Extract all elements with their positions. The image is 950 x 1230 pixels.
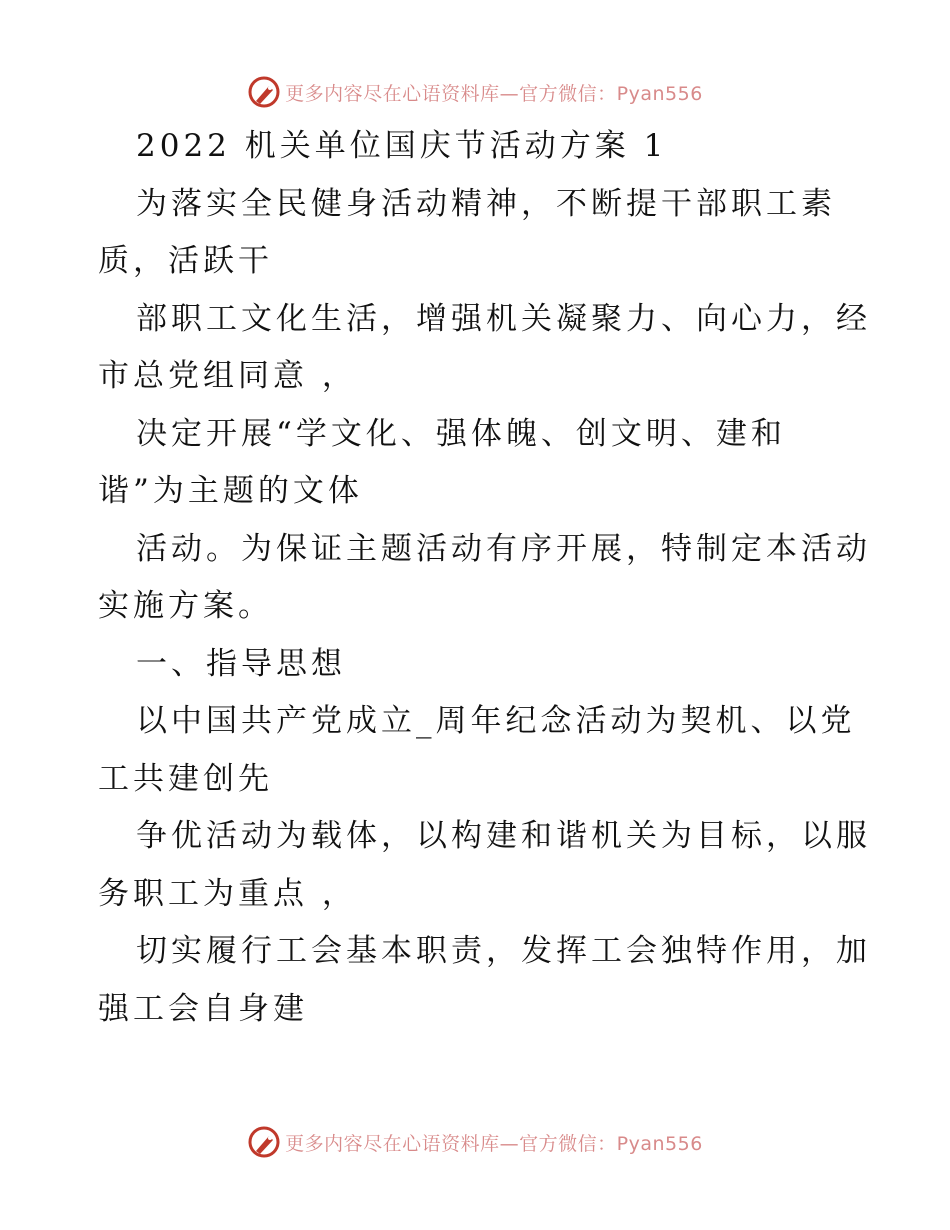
paragraph-line: 部职工文化生活，增强机关凝聚力、向心力，经 <box>136 300 871 337</box>
document-body <box>98 118 871 1038</box>
watermark-text: 更多内容尽在心语资料库—官方微信：Pyan556 <box>285 82 703 105</box>
paragraph-line: 务职工为重点 ， <box>98 875 357 912</box>
doc-title: 2022 机关单位国庆节活动方案 1 <box>136 128 668 164</box>
paragraph-line: 争优活动为载体，以构建和谐机关为目标，以服 <box>136 818 871 854</box>
footer-watermark <box>0 1122 950 1162</box>
paragraph-line: 谐”为主题的文体 <box>98 473 363 509</box>
paragraph-line: 市总党组同意 ， <box>98 358 357 394</box>
paragraph-line: 实施方案。 <box>98 588 273 624</box>
paragraph-line: 以中国共产党成立_周年纪念活动为契机、以党 <box>136 703 856 739</box>
watermark-text: 更多内容尽在心语资料库—官方微信：Pyan556 <box>285 1132 703 1155</box>
header-watermark <box>0 72 950 112</box>
section-heading: 一、指导思想 <box>136 645 346 682</box>
paragraph-line: 为落实全民健身活动精神，不断提干部职工素 <box>136 185 836 222</box>
paragraph-line: 强工会自身建 <box>98 990 308 1027</box>
paragraph-line: 切实履行工会基本职责，发挥工会独特作用，加 <box>136 933 871 969</box>
pen-nib-logo-icon <box>247 1125 281 1159</box>
paragraph-line: 质，活跃干 <box>98 243 273 279</box>
paragraph-line: 决定开展“学文化、强体魄、创文明、建和 <box>136 415 786 452</box>
paragraph-line: 工共建创先 <box>98 760 273 797</box>
pen-nib-logo-icon <box>247 75 281 109</box>
paragraph-line: 活动。为保证主题活动有序开展，特制定本活动 <box>136 530 871 567</box>
